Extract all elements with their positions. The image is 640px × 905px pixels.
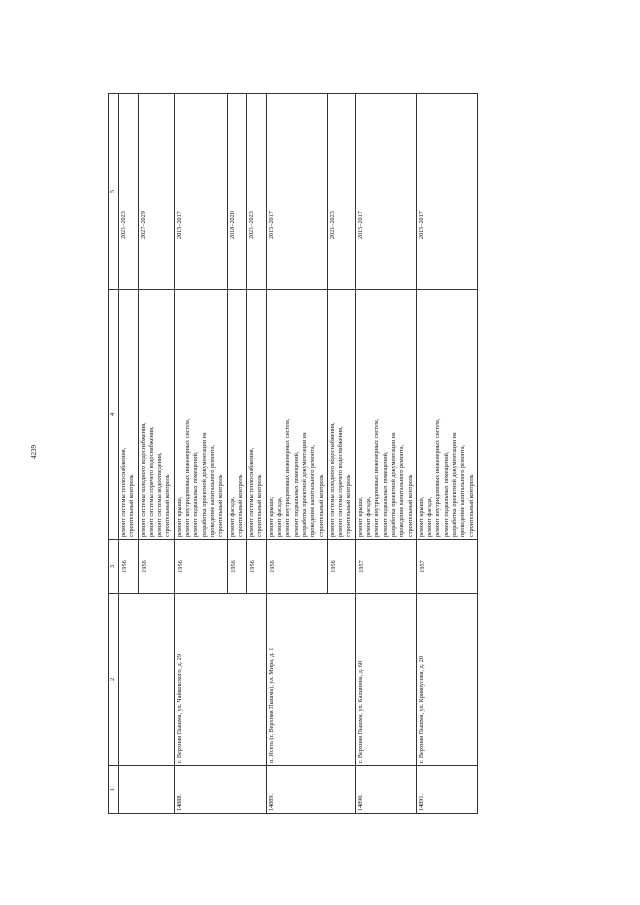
table-row: [416, 94, 477, 814]
works-cell: [416, 290, 477, 540]
work-item: разработка проектной документации на: [300, 432, 308, 537]
works-cell: [327, 290, 355, 540]
table-row: [355, 94, 416, 814]
address-cell: [119, 594, 175, 766]
work-item: строительный контроль: [164, 474, 172, 537]
address-cell: г. Верхняя Пышма, ул. Чайковского, д. 29: [174, 594, 266, 766]
period-cell: 2015–2017: [416, 94, 477, 290]
work-item: ремонт системы холодного водоснабжения,: [328, 422, 336, 537]
work-item: разработка проектной документации на: [450, 432, 458, 537]
works-cell: [174, 290, 227, 540]
work-item: ремонт фасада,: [228, 496, 236, 537]
work-item: ремонт крыши,: [267, 496, 275, 537]
header-col-1: 1: [109, 766, 119, 814]
address-cell: п. Исеть (г. Верхняя Пышма), ул. Мира, д. 1: [266, 594, 355, 766]
work-item: проведение капитального ремонта,: [309, 444, 317, 537]
header-col-4: 4: [109, 290, 119, 540]
work-item: ремонт системы холодного водоснабжения,: [139, 422, 147, 537]
address-cell: г. Верхняя Пышма, ул. Кривоусова, д. 20: [416, 594, 477, 766]
work-item: разработка проектной документации на: [200, 432, 208, 537]
work-item: ремонт подвальных помещений,: [192, 451, 200, 537]
year-built-cell: 1956: [247, 540, 267, 594]
period-cell: 2021–2023: [247, 94, 267, 290]
works-cell: [266, 290, 327, 540]
works-cell: [138, 290, 174, 540]
work-item: строительный контроль: [256, 474, 264, 537]
work-item: ремонт системы горячего водоснабжения,: [147, 426, 155, 537]
period-cell: 2021–2023: [327, 94, 355, 290]
works-cell: [227, 290, 247, 540]
year-built-cell: 1957: [416, 540, 477, 594]
year-built-cell: 1956: [138, 540, 174, 594]
work-item: строительный контроль: [128, 474, 136, 537]
work-item: ремонт подвальных помещений,: [381, 451, 389, 537]
table-row: [119, 94, 139, 814]
work-item: ремонт подвальных помещений,: [292, 451, 300, 537]
period-cell: 2015–2017: [355, 94, 416, 290]
work-item: разработка проектной документации на: [389, 432, 397, 537]
row-number-cell: 14891.: [416, 766, 477, 814]
table-header-row: [109, 94, 119, 814]
work-item: строительный контроль: [317, 474, 325, 537]
work-item: ремонт системы горячего водоснабжения,: [337, 426, 345, 537]
works-cell: [355, 290, 416, 540]
work-item: ремонт внутридомовых инженерных систем,: [373, 418, 381, 537]
work-item: ремонт системы теплоснабжения,: [248, 447, 256, 537]
work-item: ремонт фасада,: [365, 496, 373, 537]
year-built-cell: 1956: [227, 540, 247, 594]
work-item: ремонт внутридомовых инженерных систем,: [434, 418, 442, 537]
work-item: ремонт крыши,: [356, 496, 364, 537]
table-row: [266, 94, 327, 814]
address-cell: г. Верхняя Пышма, ул. Калинина, д. 60: [355, 594, 416, 766]
rotated-table-container: [108, 94, 578, 814]
year-built-cell: 1956: [327, 540, 355, 594]
page-number: 4239: [30, 445, 38, 459]
work-item: проведение капитального ремонта,: [208, 444, 216, 537]
works-cell: [119, 290, 139, 540]
row-number-cell: 14889.: [266, 766, 355, 814]
table-body: [119, 94, 478, 814]
year-built-cell: 1956: [266, 540, 327, 594]
period-cell: 2018–2020: [227, 94, 247, 290]
work-item: строительный контроль: [236, 474, 244, 537]
work-item: проведение капитального ремонта,: [459, 444, 467, 537]
work-item: строительный контроль: [345, 474, 353, 537]
work-item: проведение капитального ремонта,: [398, 444, 406, 537]
period-cell: 2015–2017: [266, 94, 327, 290]
work-item: строительный контроль: [467, 474, 475, 537]
works-cell: [247, 290, 267, 540]
period-cell: 2021–2023: [119, 94, 139, 290]
work-item: ремонт фасада,: [426, 496, 434, 537]
work-item: ремонт внутридомовых инженерных систем,: [284, 418, 292, 537]
work-item: строительный контроль: [217, 474, 225, 537]
year-built-cell: 1956: [119, 540, 139, 594]
period-cell: 2015–2017: [174, 94, 227, 290]
repair-schedule-table: [108, 93, 478, 814]
period-cell: 2027–2029: [138, 94, 174, 290]
work-item: ремонт крыши,: [175, 496, 183, 537]
row-number-cell: 14888.: [174, 766, 266, 814]
header-col-5: 5: [109, 94, 119, 290]
work-item: ремонт подвальных помещений,: [442, 451, 450, 537]
year-built-cell: 1957: [355, 540, 416, 594]
header-col-3: 3: [109, 540, 119, 594]
table-row: [174, 94, 227, 814]
work-item: ремонт внутридомовых инженерных систем,: [184, 418, 192, 537]
work-item: ремонт крыши,: [417, 496, 425, 537]
row-number-cell: [119, 766, 175, 814]
row-number-cell: 14890.: [355, 766, 416, 814]
header-col-2: 2: [109, 594, 119, 766]
year-built-cell: 1956: [174, 540, 227, 594]
work-item: ремонт системы водоотведения,: [156, 452, 164, 537]
work-item: ремонт фасада,: [276, 496, 284, 537]
work-item: ремонт системы теплоснабжения,: [120, 447, 127, 537]
work-item: строительный контроль: [406, 474, 414, 537]
